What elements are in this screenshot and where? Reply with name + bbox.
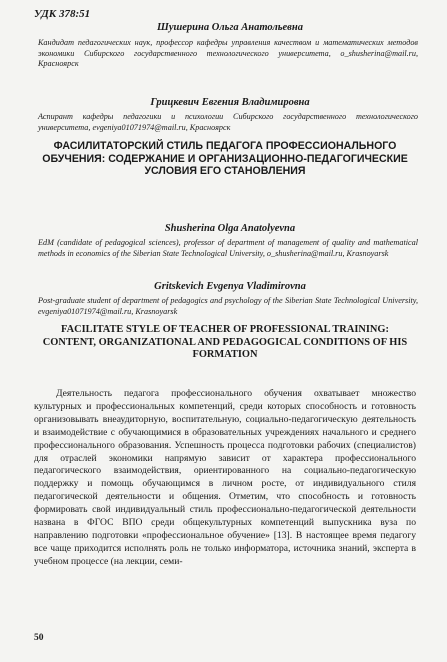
article-title-en: FACILITATE STYLE OF TEACHER OF PROFESSIONAL TRAINING: CONTENT, ORGANIZATIONAL AND PEDAGOGICAL CONDITIONS OF HIS FORMATION [42,324,408,361]
author2-name-en: Gritskevich Evgenya Vladimirovna [154,281,306,292]
article-title-ru: ФАСИЛИТАТОРСКИЙ СТИЛЬ ПЕДАГОГА ПРОФЕССИОНАЛЬНОГО ОБУЧЕНИЯ: СОДЕРЖАНИЕ И ОРГАНИЗАЦИОННО-ПЕДАГОГИЧЕСКИЕ УСЛОВИЯ ЕГО СТАНОВЛЕНИЯ [42,140,408,178]
author1-name-en: Shusherina Olga Anatolyevna [164,223,296,234]
author2-affiliation-en: Post-graduate student of department of pedagogics and psychology of the Siberian State Technological University, evgeniya01071974@mail.ru, Krasnoyarsk [38,296,418,316]
udk-code: УДК 378:51 [34,8,91,20]
author1-name-ru: Шушерина Ольга Анатольевна [157,22,303,33]
author1-affiliation-en: EdM (candidate of pedagogical sciences), professor of department of management of quality and mathematical methods in economics of the Siberian State Technological University, o_shusherina@mail.ru, Krasnoyarsk [38,238,418,258]
author1-affiliation-ru: Кандидат педагогических наук, профессор кафедры управления качеством и математических методов экономики Сибирского государственного технологического университета, o_shusherina@mail.ru, Красноярск [38,38,418,68]
author2-affiliation-ru: Аспирант кафедры педагогики и психологии Сибирского государственного технологического университета, evgeniya01071974@mail.ru, Красноярск [38,112,418,132]
author2-name-ru: Грицкевич Евгения Владимировна [150,97,310,108]
body-paragraph: Деятельность педагога профессионального обучения охватывает множество культурных и профессиональных компетенций, среди которых способность и готовность организовывать внеаудиторную, воспитательную, социально-педагогическую деятельность и взаимодействие с обучающимися в образовательных учреждениях начального и среднего профессионального образования. Успешность процесса подготовки рабочих (специалистов) для отраслей экономики напрямую зависит от характера профессионального педагогического взаимодействия, ориентированного на социально-педагогическую поддержку и помощь обучающимся в личном росте, от индивидуального стиля педагогической деятельности и общения. Отметим, что способность и готовность формировать свой индивидуальный стиль профессионально-педагогической деятельности названа в ФГОС ВПО среди общекультурных компетенций выпускника вуза по направлению подготовки «профессиональное обучение» [13]. В настоящее время педагогу все чаще приходится исполнять роль не только информатора, источника знаний, эксперта в учебном процессе (на лекции, семи- [34,388,416,567]
page-number: 50 [34,633,44,643]
